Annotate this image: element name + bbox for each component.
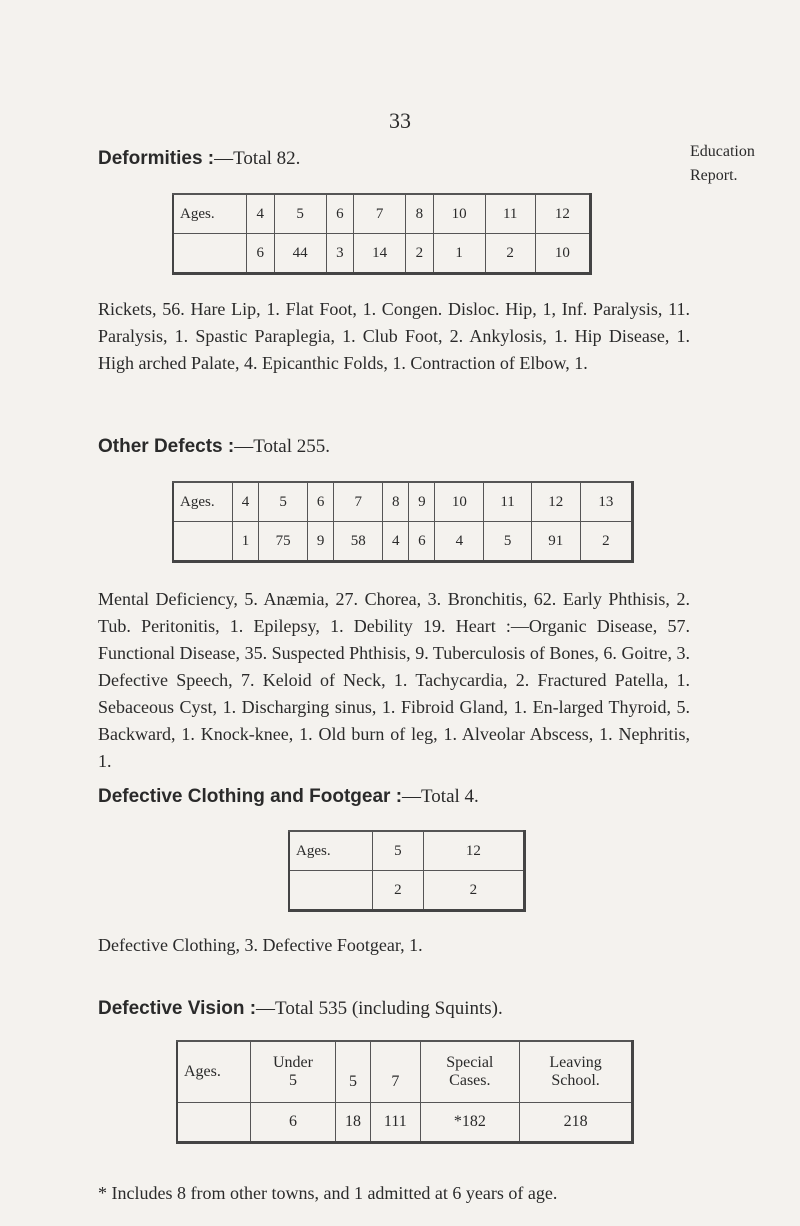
- age-cell: 11: [484, 482, 531, 522]
- other-defects-table: [172, 481, 634, 563]
- footnote: * Includes 8 from other towns, and 1 admitted at 6 years of age.: [98, 1183, 558, 1203]
- age-cell: 6: [326, 194, 354, 234]
- age-cell: 8: [383, 482, 409, 522]
- header-line2: 7: [391, 1072, 400, 1090]
- other-defects-heading: [98, 436, 330, 458]
- header-line1: [371, 1054, 419, 1073]
- header-line1: [336, 1054, 370, 1073]
- ages-label: Ages.: [289, 831, 373, 871]
- deformities-table: [172, 193, 592, 275]
- other-defects-paragraph: Mental Deficiency, 5. Anæmia, 27. Chorea, 3. Bronchitis, 62. Early Phthisis, 2. Tub. Peritonitis, 1. Epilepsy, 1. Debility 19. Heart :—Organic Disease, 57. Functional Disease, 35. Suspected Phthisis, 9. Tuberculosis of Bones, 6. Goitre, 3. Defective Speech, 7. Keloid of Neck, 1. Tachycardia, 2. Fractured Patella, 1. Sebaceous Cyst, 1. Discharging sinus, 1. Fibroid Gland, 1. En-larged Thyroid, 5. Backward, 1. Knock-knee, 1. Old burn of leg, 1. Alveolar Abscess, 1. Nephritis, 1.: [98, 589, 690, 771]
- defective-vision-total: —Total 535 (including Squints).: [256, 998, 503, 1019]
- table-row: [177, 1103, 633, 1143]
- count-cell: 1: [433, 234, 485, 274]
- count-cell: *182: [420, 1103, 520, 1143]
- ages-label: Ages.: [177, 1041, 251, 1103]
- table-row: [173, 522, 633, 562]
- count-cell: 2: [423, 871, 524, 911]
- defective-clothing-total: —Total 4.: [402, 786, 479, 807]
- count-cell: 10: [535, 234, 590, 274]
- count-cell: 2: [373, 871, 424, 911]
- count-cell: 1: [233, 522, 259, 562]
- age-cell: 6: [308, 482, 334, 522]
- defective-clothing-title: Defective Clothing and Footgear :: [98, 786, 403, 807]
- age-cell: 11: [485, 194, 535, 234]
- table-row: [177, 1041, 633, 1103]
- ages-label: Ages.: [173, 194, 247, 234]
- count-cell: 218: [520, 1103, 633, 1143]
- age-cell: 4: [247, 194, 275, 234]
- age-cell: 5: [259, 482, 308, 522]
- count-cell: 111: [371, 1103, 420, 1143]
- count-cell: 6: [251, 1103, 336, 1143]
- page-number: 33: [389, 108, 411, 133]
- deformities-paragraph: Rickets, 56. Hare Lip, 1. Flat Foot, 1. Congen. Disloc. Hip, 1, Inf. Paralysis, 11. Paralysis, 1. Spastic Paraplegia, 1. Club Foot, 2. Ankylosis, 1. Hip Disease, 1. High arched Palate, 4. Epicanthic Folds, 1. Contraction of Elbow, 1.: [98, 299, 690, 373]
- ages-label: Ages.: [173, 482, 233, 522]
- header-line1: Special: [446, 1054, 494, 1071]
- age-cell: 5: [274, 194, 326, 234]
- count-cell: 2: [580, 522, 632, 562]
- age-cell: 7: [354, 194, 406, 234]
- header-line1: Under: [272, 1054, 313, 1071]
- age-cell: 5: [373, 831, 424, 871]
- deformities-total: —Total 82.: [214, 148, 301, 169]
- count-cell: 18: [335, 1103, 370, 1143]
- count-cell: 91: [531, 522, 580, 562]
- header-cell: [520, 1041, 633, 1103]
- count-cell: 6: [409, 522, 435, 562]
- count-cell: 3: [326, 234, 354, 274]
- age-cell: 4: [233, 482, 259, 522]
- side-note: [690, 140, 755, 188]
- count-cell: 9: [308, 522, 334, 562]
- defective-clothing-table: [288, 830, 526, 912]
- defective-vision-table: [176, 1040, 634, 1144]
- age-cell: 12: [531, 482, 580, 522]
- age-cell: 10: [435, 482, 484, 522]
- count-cell: 4: [383, 522, 409, 562]
- age-cell: 10: [433, 194, 485, 234]
- age-cell: 9: [409, 482, 435, 522]
- count-cell: 4: [435, 522, 484, 562]
- other-defects-title: Other Defects :: [98, 436, 235, 457]
- count-cell: 14: [354, 234, 406, 274]
- header-line2: School.: [551, 1072, 600, 1089]
- deformities-heading: [98, 148, 300, 170]
- defective-vision-heading: [98, 998, 503, 1020]
- defective-vision-title: Defective Vision :: [98, 998, 257, 1019]
- deformities-title: Deformities :: [98, 148, 215, 169]
- header-line2: Cases.: [449, 1072, 491, 1089]
- header-cell: [335, 1041, 370, 1103]
- table-row: [289, 871, 525, 911]
- count-cell: 2: [485, 234, 535, 274]
- side-note-line1: Education: [690, 143, 755, 160]
- table-row: [289, 831, 525, 871]
- count-cell: 44: [274, 234, 326, 274]
- table-row: [173, 482, 633, 522]
- count-cell: 2: [406, 234, 434, 274]
- age-cell: 7: [334, 482, 383, 522]
- count-cell: 58: [334, 522, 383, 562]
- age-cell: 13: [580, 482, 632, 522]
- table-row: [173, 234, 591, 274]
- empty-cell: [173, 522, 233, 562]
- header-cell: [420, 1041, 520, 1103]
- table-row: [173, 194, 591, 234]
- header-cell: [251, 1041, 336, 1103]
- count-cell: 75: [259, 522, 308, 562]
- header-line1: Leaving: [549, 1054, 602, 1071]
- empty-cell: [173, 234, 247, 274]
- side-note-line2: Report.: [690, 167, 738, 184]
- other-defects-total: —Total 255.: [234, 436, 330, 457]
- count-cell: 5: [484, 522, 531, 562]
- header-cell: [371, 1041, 420, 1103]
- empty-cell: [289, 871, 373, 911]
- defective-clothing-paragraph: Defective Clothing, 3. Defective Footgear, 1.: [98, 935, 423, 955]
- age-cell: 12: [535, 194, 590, 234]
- header-line2: 5: [349, 1072, 358, 1090]
- defective-clothing-heading: [98, 786, 479, 808]
- count-cell: 6: [247, 234, 275, 274]
- age-cell: 8: [406, 194, 434, 234]
- age-cell: 12: [423, 831, 524, 871]
- header-line2: 5: [288, 1072, 297, 1089]
- empty-cell: [177, 1103, 251, 1143]
